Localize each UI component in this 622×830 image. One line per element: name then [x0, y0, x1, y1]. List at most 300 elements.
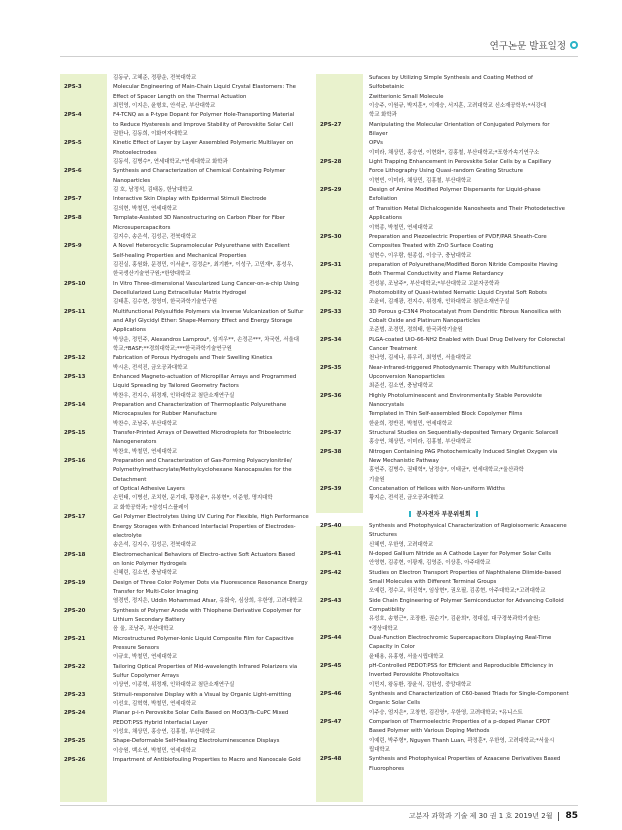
entry-line: Stimuli-responsive Display with a Visual by Organic Light-emitting	[113, 691, 292, 698]
entry-line: 이상연, 이종혁, 위정재, 인하대학교 첨단소재연구실	[113, 682, 235, 689]
page-header	[490, 38, 578, 52]
program-entry	[60, 214, 315, 242]
entry-line: 전성봉, 조남주*, 부산대학교;*부산대학교 고분자공학과	[369, 280, 500, 287]
entry-code: 2PS-20	[64, 607, 86, 614]
entry-line: of Optical Adhesive Layers	[113, 486, 185, 493]
entry-line: 안영현, 김종현, 이광재, 김영준, 이상훈, 아주대학교	[369, 560, 491, 567]
entry-body	[363, 569, 571, 597]
program-entry	[60, 195, 315, 214]
entry-line: Near-infrared-triggered Photodynamic Therapy with Multifunctional	[369, 364, 551, 371]
entry-body	[363, 755, 571, 774]
entry-line: 김의현, 박철민, 연세대학교	[113, 205, 178, 212]
entry-code: 2PS-24	[64, 710, 86, 717]
entry-line: 오예린, 정수교, 허진혁*, 임상현*, 권오필, 김종현, 아주대학교;*고려대학교	[369, 588, 546, 595]
entry-line: Microstructured Polymer-Ionic Liquid Composite Film for Capacitive	[113, 635, 294, 642]
entry-line: 이성호, 채상민, 홍승연, 김홍철, 부산대학교	[113, 729, 216, 736]
entry-code: 2PS-36	[320, 392, 342, 399]
entry-code: 2PS-46	[320, 691, 342, 697]
entry-line: 김동석, 김병수*, 연세대학교;*연세대학교 화학과	[113, 159, 228, 166]
entry-line: 이현빈, 이미라, 채상민, 김홍철, 부산대학교	[369, 177, 472, 184]
entry-line: Light Trapping Enhancement in Perovskite Solar Cells by a Capillary	[369, 159, 552, 166]
entry-line: pH-Controlled PEDOT:PSS for Efficient and Reproducible Efficiency in	[369, 662, 554, 669]
entry-line: Structural Studies on Sequentially-deposited Ternary Organic Solarcell	[369, 430, 559, 437]
program-entry	[316, 364, 571, 392]
program-entry	[316, 569, 571, 597]
entry-line: Zwitterionic Small Molecule	[369, 93, 444, 100]
section-title	[316, 508, 571, 522]
entry-line: Tailoring Optical Properties of Mid-wavelength Infrared Polarizers via	[113, 663, 298, 670]
entry-line: Both Thermal Conductivity and Flame Retardancy	[369, 271, 504, 278]
entry-line: Nanogenerators	[113, 439, 157, 446]
program-entry	[316, 448, 571, 485]
entry-line: Highly Photoluminescent and Environmentally Stable Perovskite Nanocrystals	[369, 392, 542, 409]
program-entry	[60, 457, 315, 513]
entry-line: Synthesis of Polymer Anode with Thiophene Derivative Copolymer for	[113, 607, 302, 614]
entry-line: 김 호, 남정석, 김태동, 한남대학교	[113, 187, 193, 194]
entry-body	[107, 373, 315, 401]
entry-line: 송은석, 김지수, 김성곤, 전북대학교	[113, 542, 197, 549]
program-entry	[316, 308, 571, 336]
entry-line: Transfer for Multi-Color Imaging	[113, 588, 199, 595]
entry-code: 2PS-32	[320, 289, 342, 296]
entry-line: *경상대학교	[369, 625, 398, 632]
entry-body	[107, 551, 315, 579]
entry-body	[107, 308, 315, 355]
entry-line: 이승원, 백소연, 박철민, 연세대학교	[113, 747, 197, 754]
section-title-text: 분자전자 부문위원회	[416, 510, 471, 518]
entry-code: 2PS-3	[64, 84, 82, 91]
entry-code: 2PS-34	[320, 336, 342, 343]
entry-line: Liquid Spreading by Tailored Geometry Factors	[113, 383, 239, 390]
entry-line: PLGA-coated UiO-66-NH2 Enabled with Dual Drug Delivery for Colorectal	[369, 336, 565, 343]
entry-line: 박찬우, 전지수, 위정재, 인하대학교 첨단소재연구실	[113, 392, 235, 399]
entry-body	[107, 74, 315, 83]
entry-line: 홍연주, 김병수, 권태혁*, 남정승*, 이태균*, 연세대학교;*울산과학	[369, 467, 524, 474]
entry-body	[363, 308, 571, 336]
entry-line: 학교 화학과	[369, 112, 397, 119]
entry-line: Applications	[113, 327, 146, 334]
entry-line: Photoelectrodes	[113, 149, 157, 156]
entry-line: Inverted Perovskite Photovoltaics	[369, 672, 459, 679]
entry-body	[363, 289, 571, 308]
entry-body	[363, 158, 571, 186]
entry-body	[363, 121, 571, 158]
entry-code: 2PS-39	[320, 486, 342, 493]
page-number: 85	[565, 811, 578, 821]
entry-code: 2PS-29	[320, 187, 342, 194]
entry-code: 2PS-31	[320, 261, 342, 268]
entry-line: Molecular Engineering of Main-Chain Liquid Crystal Elastomers: The	[113, 84, 296, 91]
entry-body	[107, 513, 315, 550]
entry-body	[363, 364, 571, 392]
program-entry	[316, 522, 571, 550]
entry-line: 유성호, 송형근*, 조장환, 권순기*, 김윤희*, 정대섭, 대구경북과학기술원;	[369, 616, 541, 623]
entry-line: 김동규, 고혜준, 정광운, 전북대학교	[113, 75, 197, 81]
entry-code: 2PS-47	[320, 719, 342, 726]
entry-line: Polymethylmethacrylate/Methylcyclohexane Nanocapsules for the Detachment	[113, 467, 292, 483]
entry-code: 2PS-27	[320, 121, 342, 128]
entry-line: Side Chain Engineering of Polymer Semiconductor for Advancing Colloid	[369, 597, 564, 604]
entry-code: 2PS-14	[64, 402, 86, 409]
entry-line: Fabrication of Porous Hydrogels and Their Swelling Kinetics	[113, 355, 273, 362]
entry-line: Studies on Electron Transport Properties of Naphthalene Diimide-based	[369, 569, 561, 576]
entry-line: Upconversion Nanoparticles	[369, 374, 445, 380]
entry-line: Dual-Function Electrochromic Supercapacitors Displaying Real-Time	[369, 634, 552, 641]
entry-line: 권한나, 김동희, 이화여자대학교	[113, 131, 188, 138]
program-entry	[60, 429, 315, 457]
entry-body	[107, 709, 315, 737]
entry-body	[107, 280, 315, 308]
entry-body	[107, 139, 315, 167]
entry-body	[107, 167, 315, 195]
entry-line: Synthesis and Characterization of Chemical Containing Polymer Nanoparticles	[113, 168, 286, 184]
entry-code: 2PS-25	[64, 738, 86, 745]
entry-line: 이선호, 김혁혁, 박철민, 연세대학교	[113, 701, 197, 708]
entry-body	[107, 663, 315, 691]
entry-line: Composites Treated with ZnO Surface Coating	[369, 243, 494, 250]
program-entry	[60, 513, 315, 550]
entry-line: PEDOT:PSS Hybrid Interfacial Layer	[113, 719, 208, 726]
entry-code: 2PS-15	[64, 430, 86, 437]
entry-line: New Mechanistic Pathway	[369, 458, 439, 465]
program-entry	[60, 663, 315, 691]
entry-line: 최준선, 김소연, 충남대학교	[369, 383, 434, 390]
entry-line: 박찬수, 조남주, 부산대학교	[113, 420, 178, 427]
entry-line: Template-Assisted 3D Nanostructuring on Carbon Fiber for Fiber	[113, 215, 285, 222]
entry-line: Design of Amine Modified Polymer Dispersants for Liquid-phase Exfoliation	[369, 187, 541, 203]
entry-code: 2PS-30	[320, 233, 342, 240]
entry-line: 음 울, 조남주, 부산대학교	[113, 626, 174, 633]
entry-line: Fluorophores	[369, 765, 405, 772]
entry-body	[363, 550, 571, 569]
entry-line: 이혁종, 박철민, 연세대학교	[369, 224, 434, 231]
program-entry	[60, 373, 315, 401]
entry-code: 2PS-28	[320, 159, 342, 166]
entry-line: Cobalt Oxide and Platinum Nanoparticles	[369, 317, 481, 324]
program-entry	[60, 756, 315, 765]
program-entry	[316, 74, 571, 121]
entry-line: 신혜린, 김소연, 충남대학교	[113, 570, 178, 577]
entry-line: Synthesis and Photophysical Properties of Azaacene Derivatives Based	[369, 756, 561, 763]
program-entry	[316, 718, 571, 755]
entry-body	[107, 635, 315, 663]
entry-line: Effect of Spacer Length on the Thermal Actuation	[113, 93, 247, 100]
entry-line: Compatibility	[369, 606, 405, 613]
entry-body	[107, 214, 315, 242]
page-footer	[409, 811, 578, 821]
entry-line: 조윤비, 김재광, 전지수, 위정재, 인하대학교 첨단소재연구실	[369, 299, 510, 306]
entry-code: 2PS-16	[64, 458, 86, 465]
entry-line: 황지순, 전석진, 금오공과대학교	[369, 495, 444, 502]
entry-line: 조준범, 조경민, 정희태, 한국과학기술원	[369, 327, 463, 334]
footer-divider	[60, 805, 578, 806]
entry-line: 김진실, 홍원화, 문경민, 이서윤*, 김정순*, 최기환*, 이성구, 고민재*, 홍성우,	[113, 261, 294, 268]
entry-body	[107, 242, 315, 279]
program-entry	[60, 280, 315, 308]
header-title: 연구논문 발표일정	[489, 41, 566, 52]
entry-line: 임현수, 이우람, 원종섭, 이승구, 충남대학교	[369, 252, 472, 259]
program-entry	[316, 392, 571, 429]
entry-line: Preparation and Piezoelectric Properties of PVDF/PAR Sheath-Core	[369, 233, 547, 240]
program-entry	[316, 755, 571, 774]
entry-line: 박시온, 전석진, 금오공과대학교	[113, 364, 188, 371]
entry-code	[316, 74, 363, 121]
entry-code	[60, 74, 107, 83]
entry-line: Synthesis and Characterization of C60-based Triads for Single-Component	[369, 691, 569, 697]
entry-code: 2PS-17	[64, 514, 86, 521]
entry-line: Microsupercapacitors	[113, 224, 171, 231]
entry-line: Templated in Thin Self-assembled Block Copolymer Films	[369, 411, 523, 418]
entry-line: 박상운, 정민주, Alexandros Lamprou*, 임지우**, 손정곤***, 차국헌, 서울대	[113, 336, 299, 343]
entry-line: 김태훈, 김수현, 정영미, 한국과학기술연구원	[113, 299, 218, 306]
entry-line: Kinetic Effect of Layer by Layer Assembled Polymeric Multilayer on	[113, 140, 294, 147]
entry-code: 2PS-6	[64, 168, 82, 175]
entry-line: 이미라, 채상민, 홍승연, 이현화*, 김홍철, 부산대학교;*포항가속기연구소	[369, 149, 540, 156]
program-entry	[60, 551, 315, 579]
entry-code: 2PS-26	[64, 757, 86, 764]
entry-body	[363, 261, 571, 289]
program-entry	[316, 662, 571, 690]
entry-line: Enhanced Magneto-actuation of Micropillar Arrays and Programmed	[113, 374, 297, 380]
footer-separator	[558, 812, 559, 821]
entry-body	[363, 74, 571, 121]
program-entry	[316, 634, 571, 662]
entry-code: 2PS-19	[64, 579, 86, 586]
program-entry	[60, 74, 315, 83]
program-entry	[316, 429, 571, 448]
entry-line: and Allyl Glycidyl Ether: Shape-Memory Effect and Energy Storage	[113, 317, 293, 324]
entry-line: 이승주, 이원규, 박지훈*, 이재승, 서지훈, 고려대학교 신소재공학부;*서강대	[369, 103, 547, 110]
entry-line: 이민지, 왕동환, 장윤식, 김한성, 중앙대학교	[369, 681, 472, 688]
entry-line: Comparison of Thermoelectric Properties of a p-doped Planar CPDT	[369, 719, 551, 726]
entry-line: 박찬호, 박철민, 연세대학교	[113, 448, 178, 455]
entry-line: Transfer-Printed Arrays of Dewetted Microdroplets for Triboelectric	[113, 430, 292, 437]
entry-code: 2PS-5	[64, 140, 82, 147]
program-entry	[60, 111, 315, 139]
entry-code: 2PS-42	[320, 569, 342, 576]
entry-line: N-doped Gallium Nitride as A Cathode Layer for Polymer Solar Cells	[369, 550, 552, 557]
circle-bullet-icon	[570, 41, 578, 49]
program-entry	[316, 597, 571, 634]
entry-line: of Transition Metal Dichalcogenide Nanosheets and Their Photodetective	[369, 205, 565, 212]
entry-line: Concatenation of Helices with Non-uniform Widths	[369, 486, 505, 493]
entry-line: Microcapsules for Rubber Manufacture	[113, 411, 217, 418]
entry-line: Manipulating the Molecular Orientation of Conjugated Polymers for Bilayer	[369, 121, 550, 138]
entry-line: 손민태, 이병선, 조치헌, 문기대, 황정윤*, 유봉현*, 이준형, 명지대학	[113, 495, 273, 502]
entry-line: 립대학교	[369, 747, 390, 754]
entry-code: 2PS-12	[64, 355, 86, 362]
entry-line: Decellularized Lung Extracellular Matrix Hydrogel	[113, 289, 247, 296]
entry-line: on Ionic Polymer Hydrogels	[113, 560, 187, 567]
entry-body	[107, 195, 315, 214]
entry-line: 홍승연, 채상민, 이미라, 김홍철, 부산대학교	[369, 439, 472, 446]
entry-line: 한국생산기술연구원;*한양대학교	[113, 271, 191, 278]
header-divider	[60, 56, 578, 57]
entry-line: Applications	[369, 215, 402, 222]
right-column-entries-a	[316, 74, 571, 504]
footer-text: 고분자 과학과 기술 제 30 권 1 호 2019년 2월	[408, 812, 553, 820]
entry-code: 2PS-33	[320, 308, 342, 315]
entry-code: 2PS-23	[64, 691, 86, 698]
entry-line: 기술원	[369, 476, 385, 483]
entry-code: 2PS-4	[64, 112, 82, 119]
entry-code: 2PS-41	[320, 550, 342, 557]
entry-code: 2PS-40	[320, 522, 342, 529]
entry-line: preparation of Polyurethane/Modified Boron Nitride Composite Having	[369, 261, 558, 268]
entry-code: 2PS-21	[64, 635, 86, 642]
entry-line: 한윤희, 정반진, 박철민, 연세대학교	[369, 420, 453, 427]
entry-line: Lithium Secondary Battery	[113, 616, 186, 623]
entry-line: Synthesis and Photophysical Characterization of Regioisomeric Azaacene	[369, 522, 567, 529]
entry-line: 신혜빈, 우한영, 고려대학교	[369, 541, 434, 548]
program-entry	[60, 83, 315, 111]
entry-line: Based Polymer with Various Doping Methods	[369, 728, 490, 735]
entry-line: In Vitro Three-dimensional Vascularized Lung Cancer-on-a-chip Using	[113, 280, 299, 287]
entry-body	[107, 457, 315, 513]
entry-line: Planar p-i-n Perovskite Solar Cells Based on MoO3/Ts-CuPC Mixed	[113, 710, 289, 717]
entry-line: 이예린, 박주형*, Nguyen Thanh Luan, 곽정훈*, 우한영, 고려대학교;*서울시	[369, 737, 555, 744]
entry-code: 2PS-35	[320, 364, 342, 371]
entry-line: electrolyte	[113, 532, 142, 539]
entry-body	[107, 579, 315, 607]
entry-line: Pressure Sensors	[113, 644, 160, 651]
program-entry	[316, 550, 571, 569]
section-bar-icon	[476, 511, 478, 517]
entry-body	[363, 429, 571, 448]
program-entry	[60, 691, 315, 710]
program-entry	[316, 690, 571, 718]
entry-line: Nitrogen Containing PAG Photochemically Induced Singlet Oxygen via	[369, 448, 558, 455]
entry-body	[363, 448, 571, 485]
entry-line: 이규호, 박철민, 연세대학교	[113, 654, 178, 661]
entry-line: Capacity in Color	[369, 644, 415, 651]
entry-body	[107, 83, 315, 111]
program-entry	[60, 709, 315, 737]
entry-body	[107, 354, 315, 373]
program-entry	[316, 233, 571, 261]
entry-body	[107, 429, 315, 457]
entry-line: Impartment of Antibiofouling Properties to Macro and Nanoscale Gold	[113, 757, 301, 764]
entry-code: 2PS-7	[64, 196, 82, 203]
entry-line: Force Lithography Using Quasi-random Grating Structure	[369, 168, 523, 175]
entry-code: 2PS-43	[320, 597, 342, 604]
entry-line: Shape-Deformable Self-Healing Electroluminescence Displays	[113, 738, 280, 745]
entry-line: Electromechanical Behaviors of Electro-active Soft Actuators Based	[113, 551, 295, 558]
entry-line: 3D Porous g-C3N4 Photocatalyst From Dendritic Fibrous Nanosilica with	[369, 308, 562, 315]
entry-line: 이주승, 엄지은*, 고창현, 김진영*, 우한영, 고려대학교; *유니스트	[369, 709, 523, 716]
entry-body	[363, 233, 571, 261]
entry-line: Organic Solar Cells	[369, 700, 421, 707]
entry-code: 2PS-38	[320, 448, 342, 455]
entry-body	[107, 737, 315, 756]
program-entry	[60, 607, 315, 635]
entry-body	[363, 392, 571, 429]
entry-line: 윤태용, 유홍형, 서울시립대학교	[369, 653, 444, 660]
entry-line: Interactive Skin Display with Epidermal Stimuli Electrode	[113, 196, 267, 203]
right-column	[316, 74, 571, 774]
entry-body	[363, 485, 571, 504]
program-entry	[60, 579, 315, 607]
entry-code: 2PS-9	[64, 243, 82, 250]
program-entry	[60, 737, 315, 756]
entry-line: 교 화학공학과; *삼성디스플레이	[113, 504, 189, 511]
entry-line: Photomobility of Quasi-twisted Nematic Liquid Crystal Soft Robots	[369, 289, 547, 296]
entry-code: 2PS-8	[64, 215, 82, 222]
entry-line: Design of Three Color Polymer Dots via Fluorescence Resonance Energy	[113, 579, 308, 586]
entry-code: 2PS-11	[64, 308, 86, 315]
program-entry	[60, 167, 315, 195]
entry-code: 2PS-44	[320, 634, 342, 641]
entry-code: 2PS-37	[320, 430, 342, 437]
entry-line: to Reduce Hysteresis and Improve Stability of Perovskite Solar Cell	[113, 121, 293, 128]
entry-line: Small Molecules with Different Terminal Groups	[369, 578, 497, 585]
entry-line: Cancer Treatment	[369, 345, 418, 352]
program-entry	[316, 186, 571, 233]
entry-line: F4-TCNQ as a P-type Dopant for Polymer Hole-Transporting Material	[113, 112, 295, 119]
entry-body	[107, 756, 315, 765]
entry-code: 2PS-18	[64, 551, 86, 558]
entry-line: Self-healing Properties and Mechanical Properties	[113, 252, 247, 259]
program-entry	[60, 635, 315, 663]
program-entry	[316, 336, 571, 364]
program-entry	[60, 401, 315, 429]
entry-code: 2PS-10	[64, 280, 86, 287]
program-entry	[316, 261, 571, 289]
entry-line: 학교;*BASF;**경희대학교;***한국과학기술연구원	[113, 345, 232, 352]
program-entry	[60, 242, 315, 279]
entry-body	[107, 691, 315, 710]
entry-line: Structures	[369, 532, 397, 539]
entry-body	[363, 690, 571, 718]
right-column-entries-b	[316, 522, 571, 774]
program-entry	[316, 158, 571, 186]
program-entry	[60, 308, 315, 355]
entry-line: Multifunctional Polysulfide Polymers via Inverse Vulcanization of Sulfur	[113, 308, 304, 315]
entry-line: 염경빈, 정지은, Uddin Mohammad Afsar, 유화숙, 심상희, 우한영, 고려대학교	[113, 598, 303, 605]
entry-code: 2PS-22	[64, 663, 86, 670]
entry-body	[363, 597, 571, 634]
entry-body	[363, 718, 571, 755]
entry-line: OPVs	[369, 140, 383, 147]
entry-line: Gel Polymer Electrolytes Using UV Curing For Flexible, High Performance	[113, 514, 309, 521]
entry-body	[107, 607, 315, 635]
entry-line: 천나영, 김세나, 류우리, 최영빈, 서울대학교	[369, 355, 472, 362]
entry-line: Preparation and Characterization of Gas-Forming Polyacrylonitrile/	[113, 458, 292, 465]
program-entry	[60, 354, 315, 373]
entry-line: 김지수, 송은석, 김성곤, 전북대학교	[113, 233, 197, 240]
entry-body	[107, 111, 315, 139]
entry-line: Energy Storages with Enhanced Interfacial Properties of Electrodes-	[113, 523, 296, 530]
program-entry	[316, 121, 571, 158]
entry-line: Preparation and Characterization of Thermoplastic Polyurethane	[113, 402, 287, 409]
program-entry	[60, 139, 315, 167]
entry-body	[363, 186, 571, 233]
entry-line: Sufaces by Utilizing Simple Synthesis and Coating Method of Sulfobetainic	[369, 75, 533, 91]
entry-body	[107, 401, 315, 429]
entry-line: 최민영, 이지은, 윤형호, 안석균, 부산대학교	[113, 103, 216, 110]
left-column	[60, 74, 315, 765]
entry-line: A Novel Heterocyclic Supramolecular Polyurethane with Excellent	[113, 243, 290, 250]
entry-line: Sulfur Copolymer Arrays	[113, 673, 179, 679]
entry-body	[363, 634, 571, 662]
entry-code: 2PS-13	[64, 374, 86, 380]
section-bar-icon	[409, 511, 411, 517]
entry-body	[363, 522, 571, 550]
entry-code: 2PS-48	[320, 756, 342, 763]
entry-body	[363, 336, 571, 364]
program-entry	[316, 289, 571, 308]
program-entry	[316, 485, 571, 504]
